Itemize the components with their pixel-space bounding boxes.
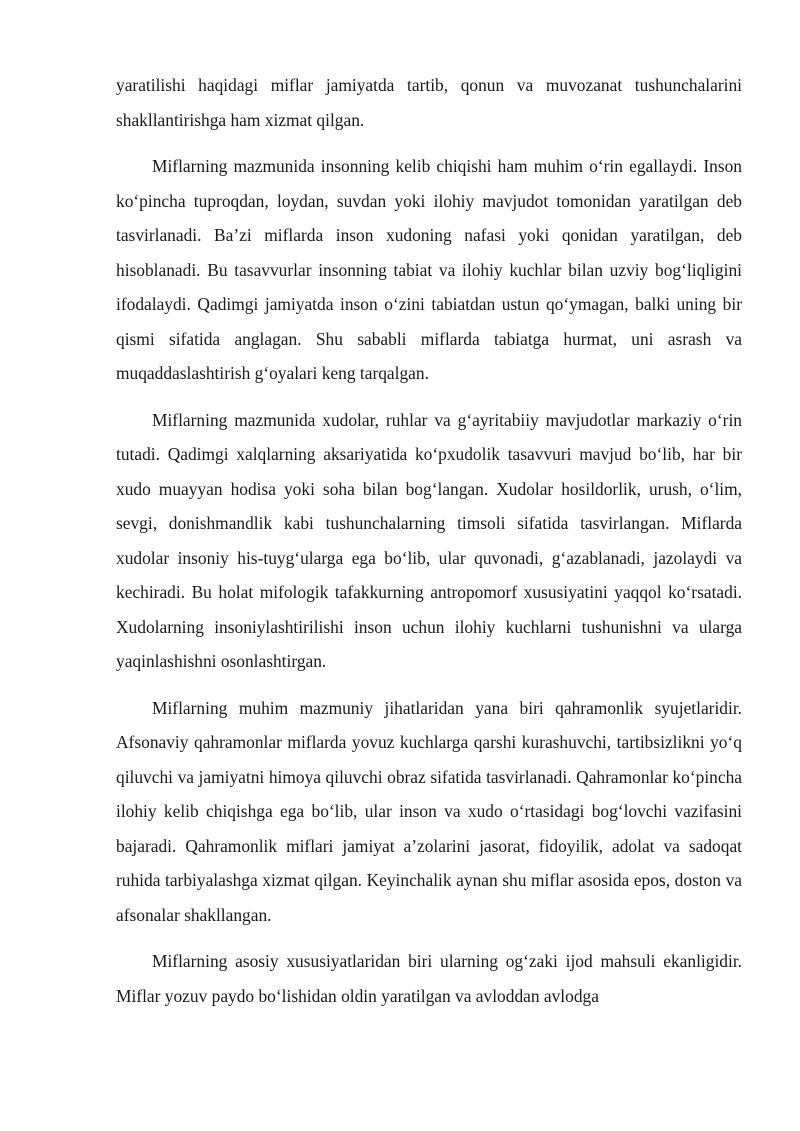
paragraph-3: Miflarning mazmunida xudolar, ruhlar va g‘ayritabiiy mavjudotlar markaziy o‘rin tutadi. Qadimgi xalqlarning aksariyatida ko‘pxudolik tasavvuri mavjud bo‘lib, har bir xudo muayyan hodisa yoki soha bilan bog‘langan. Xudolar hosildorlik, urush, o‘lim, sevgi, donishmandlik kabi tushunchalarning timsoli sifatida tasvirlangan. Miflarda xudolar insoniy his-tuyg‘ularga ega bo‘lib, ular quvonadi, g‘azablanadi, jazolaydi va kechiradi. Bu holat mifologik tafakkurning antropomorf xususiyatini yaqqol ko‘rsatadi. Xudolarning insoniylashtirilishi inson uchun ilohiy kuchlarni tushunishni va ularga yaqinlashishni osonlashtirgan. [116,409,742,671]
paragraph-1: yaratilishi haqidagi miflar jamiyatda tartib, qonun va muvozanat tushunchalarini shakllantirishga ham xizmat qilgan. [116,75,742,130]
paragraph-5: Miflarning asosiy xususiyatlaridan biri ularning og‘zaki ijod mahsuli ekanligidir. Miflar yozuv paydo bo‘lishidan oldin yaratilgan va avloddan avlodga [116,951,742,1006]
paragraph-2: Miflarning mazmunida insonning kelib chiqishi ham muhim o‘rin egallaydi. Inson ko‘pincha tuproqdan, loydan, suvdan yoki ilohiy mavjudot tomonidan yaratilgan deb tasvirlanadi. Ba’zi miflarda inson xudoning nafasi yoki qonidan yaratilgan, deb hisoblanadi. Bu tasavvurlar insonning tabiat va ilohiy kuchlar bilan uzviy bog‘liqligini ifodalaydi. Qadimgi jamiyatda inson o‘zini tabiatdan ustun qo‘ymagan, balki uning bir qismi sifatida anglagan. Shu sababli miflarda tabiatga hurmat, uni asrash va muqaddaslashtirish g‘oyalari keng tarqalgan. [116,156,742,383]
paragraph-4: Miflarning muhim mazmuniy jihatlaridan yana biri qahramonlik syujetlaridir. Afsonaviy qahramonlar miflarda yovuz kuchlarga qarshi kurashuvchi, tartibsizlikni yo‘q qiluvchi va jamiyatni himoya qiluvchi obraz sifatida tasvirlanadi. Qahramonlar ko‘pincha ilohiy kelib chiqishga ega bo‘lib, ular inson va xudo o‘rtasidagi bog‘lovchi vazifasini bajaradi. Qahramonlik miflari jamiyat a’zolarini jasorat, fidoyilik, adolat va sadoqat ruhida tarbiyalashga xizmat qilgan. Keyinchalik aynan shu miflar asosida epos, doston va afsonalar shakllangan. [116,697,742,925]
document-page [116,68,742,1025]
